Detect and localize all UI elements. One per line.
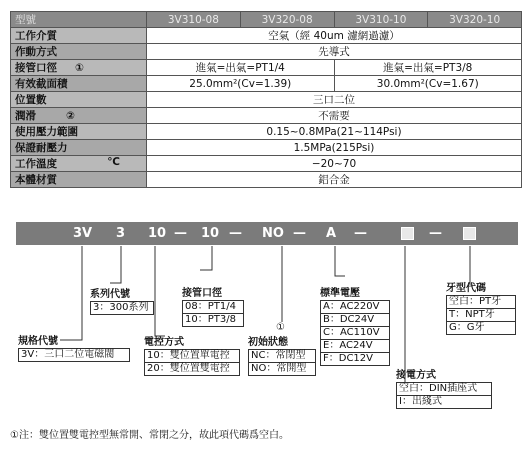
group-box: [18, 348, 130, 362]
code-part-model: 3V: [73, 226, 93, 241]
code-dash: —: [229, 226, 242, 241]
spec-label: 型號: [11, 12, 147, 28]
code-dash: —: [293, 226, 306, 241]
group-series: [90, 288, 154, 315]
group-title: 接管口徑: [182, 288, 222, 299]
list-item: NO：常開型: [251, 363, 307, 374]
code-dash: —: [354, 226, 367, 241]
list-item: F：DC12V: [323, 353, 373, 364]
spec-label-text: 工作溫度: [15, 158, 57, 170]
circled-mark: ①: [75, 62, 84, 74]
code-part-size: 10: [201, 226, 220, 241]
line-voltage: [335, 246, 345, 276]
list-item: I：出綫式: [399, 396, 442, 407]
code-dash: —: [174, 226, 187, 241]
spec-label: 位置數: [11, 92, 147, 108]
spec-label: 保證耐壓力: [11, 140, 147, 156]
celsius-unit: ℃: [107, 156, 120, 168]
group-box: [446, 295, 516, 335]
model-3v310-10: 3V310-10: [334, 12, 428, 28]
group-title: 牙型代碼: [446, 283, 486, 294]
group-box: [90, 301, 154, 315]
list-item: 10：雙位置單電控: [145, 350, 239, 363]
list-item: C：AC110V: [321, 327, 389, 340]
group-title: 接電方式: [396, 370, 436, 381]
group-wiring: [396, 369, 492, 409]
line-control: [155, 246, 165, 336]
line-model: [60, 246, 82, 340]
list-item: 10：PT3/8: [185, 314, 236, 325]
group-box: [144, 349, 240, 376]
model-3v320-10: 3V320-10: [428, 12, 522, 28]
model-3v310-08: 3V310-08: [147, 12, 241, 28]
spec-value-left: 進氣=出氣=PT1/4: [147, 60, 335, 76]
spec-value: −20~70: [147, 156, 522, 172]
code-part-series: 3: [116, 226, 126, 241]
list-item: G：G牙: [449, 322, 485, 333]
list-item: E：AC24V: [321, 340, 389, 353]
line-series: [110, 246, 121, 283]
group-title: 電控方式: [144, 337, 184, 348]
code-dash: —: [429, 226, 442, 241]
list-item: 20：雙位置雙電控: [147, 363, 230, 374]
group-box: [248, 349, 316, 376]
spec-label: 本體材質: [11, 172, 147, 188]
spec-value: 不需要: [147, 108, 522, 124]
group-title: 系列代號: [90, 289, 130, 300]
spec-label: 作動方式: [11, 44, 147, 60]
group-box: [320, 300, 390, 366]
code-part-initial: NO: [262, 226, 284, 241]
spec-value-right: 30.0mm²(Cv=1.67): [334, 76, 522, 92]
group-voltage: [320, 287, 390, 366]
spec-value: 空氣（經 40um 濾網過濾）: [147, 28, 522, 44]
spec-value: 鋁合金: [147, 172, 522, 188]
spec-value-left: 25.0mm²(Cv=1.39): [147, 76, 335, 92]
spec-label: 工作介質: [11, 28, 147, 44]
group-box: [396, 382, 492, 409]
line-size: [200, 246, 212, 270]
group-control: [144, 336, 240, 376]
list-item: A：AC220V: [321, 301, 389, 314]
group-title: 規格代號: [18, 336, 58, 347]
circled-mark: ②: [66, 110, 75, 122]
spec-label: 使用壓力範圍: [11, 124, 147, 140]
group-initial: [248, 336, 316, 376]
initial-state-mark: ①: [276, 322, 285, 333]
code-part-voltage: A: [326, 226, 337, 241]
list-item: 08：PT1/4: [183, 301, 243, 314]
list-item: 3V：三口二位電磁閥: [21, 349, 115, 360]
group-model: [18, 335, 130, 362]
spec-label-text: 潤滑: [15, 110, 36, 122]
spec-value-right: 進氣=出氣=PT3/8: [334, 60, 522, 76]
spec-value: 三口二位: [147, 92, 522, 108]
list-item: NC：常閉型: [249, 350, 315, 363]
group-box: [182, 300, 244, 327]
spec-value: 1.5MPa(215Psi): [147, 140, 522, 156]
model-3v320-08: 3V320-08: [240, 12, 334, 28]
list-item: T：NPT牙: [447, 309, 515, 322]
list-item: B：DC24V: [321, 314, 389, 327]
spec-value: 0.15~0.8MPa(21~114Psi): [147, 124, 522, 140]
footnote: ①注：雙位置雙電控型無常開、常閉之分，故此項代碼爲空白。: [10, 430, 289, 441]
group-title: 標準電壓: [320, 288, 360, 299]
list-item: 空白：PT牙: [447, 296, 515, 309]
group-thread: [446, 282, 516, 335]
code-part-control: 10: [148, 226, 167, 241]
spec-value: 先導式: [147, 44, 522, 60]
group-title: 初始狀態: [248, 337, 288, 348]
group-size: [182, 287, 244, 327]
spec-label: 有效截面積: [11, 76, 147, 92]
list-item: 空白：DIN插座式: [397, 383, 491, 396]
spec-label-text: 接管口徑: [15, 62, 57, 74]
list-item: 3：300系列: [93, 302, 149, 313]
